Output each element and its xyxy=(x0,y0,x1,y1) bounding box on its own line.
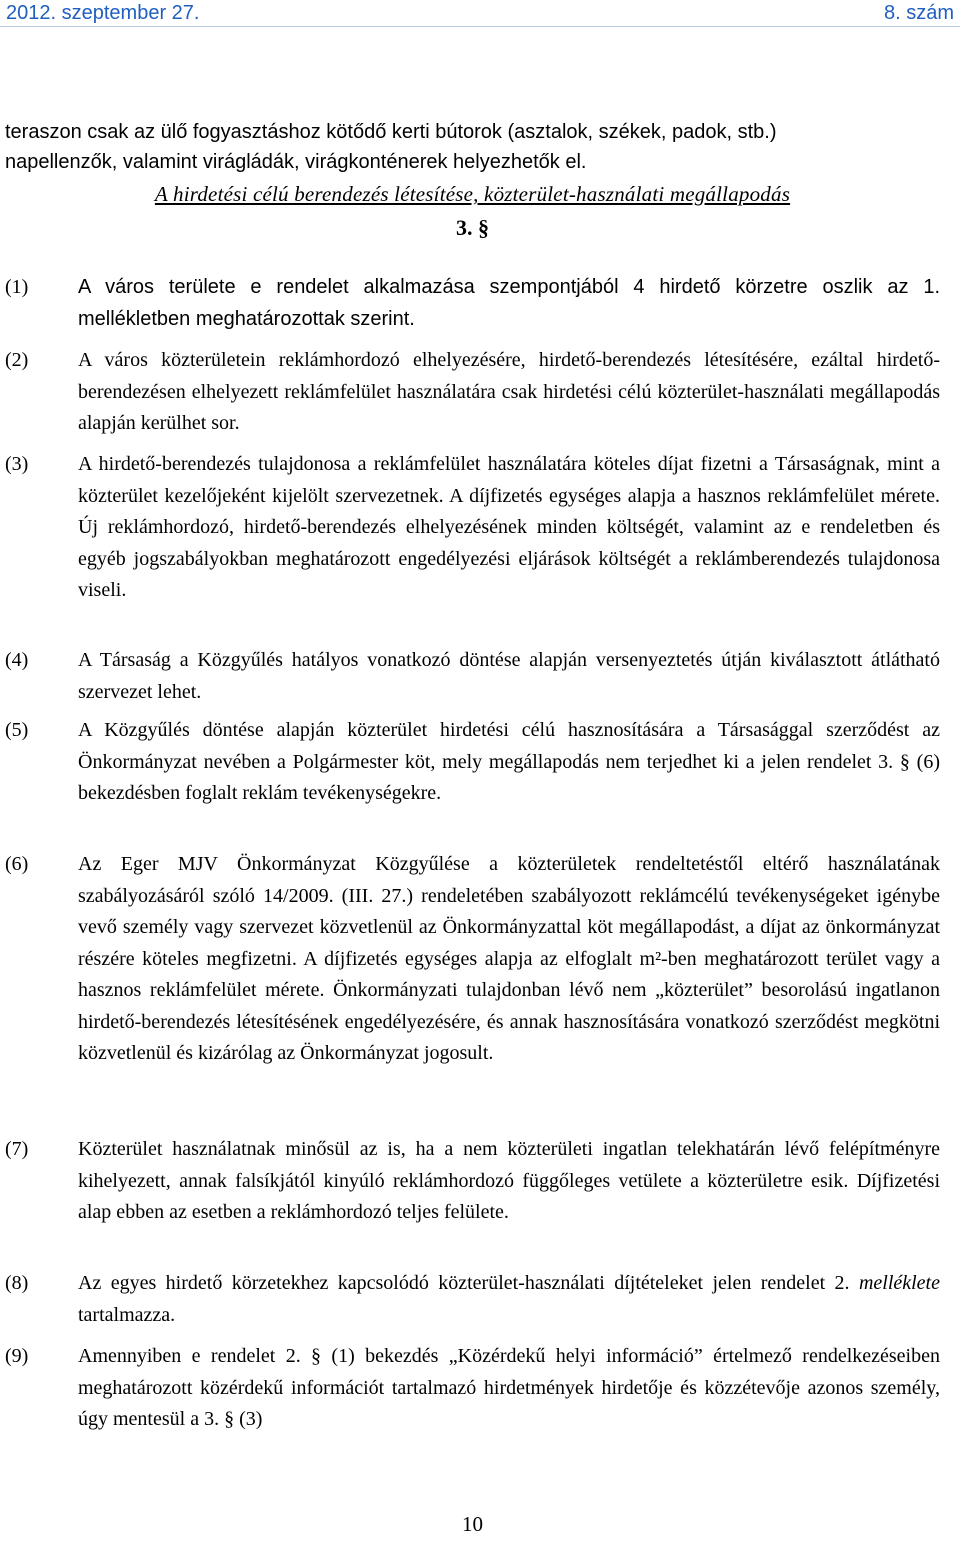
paragraph-3 xyxy=(5,449,940,607)
header-date: 2012. szeptember 27. xyxy=(6,2,200,24)
paragraph-6 xyxy=(5,849,940,1070)
paragraph-text: Amennyiben e rendelet 2. § (1) bekezdés „Közérdekű helyi információ” értelmező rendelkezéseiben meghatározott közérdekű információt tartalmazó hirdetmények hirdetője és közzétevője azonos személy, úgy mentesül a 3. § (3) xyxy=(78,1345,940,1430)
paragraph-number: (9) xyxy=(5,1345,29,1367)
paragraph-number: (4) xyxy=(5,649,29,671)
paragraph-1 xyxy=(5,272,940,335)
paragraph-8 xyxy=(5,1268,940,1331)
paragraph-7 xyxy=(5,1134,940,1229)
paragraph-text-italic: melléklete xyxy=(858,1272,940,1294)
paragraph-number: (2) xyxy=(5,349,29,371)
page-number: 10 xyxy=(462,1512,483,1536)
header-divider xyxy=(0,26,960,27)
section-number: 3. § xyxy=(456,215,489,240)
paragraph-text: Közterület használatnak minősül az is, ha a nem közterületi ingatlan telekhatárán lévő felépítményre kihelyezett, annak falsíkjától kinyúló reklámhordozó függőleges vetülete a közterületre esik. Díjfizetési alap ebben az esetben a reklámhordozó teljes felülete. xyxy=(78,1138,940,1223)
paragraph-text-part: Az egyes hirdető körzetekhez kapcsolódó közterület-használati díjtételeket jelen rendelet 2. xyxy=(78,1272,859,1294)
intro-line-1: teraszon csak az ülő fogyasztáshoz kötődő kerti bútorok (asztalok, székek, padok, stb.) xyxy=(5,121,777,143)
page-header xyxy=(0,0,960,28)
paragraph-text: A város területe e rendelet alkalmazása szempontjából 4 hirdető körzetre oszlik az 1. mellékletben meghatározottak szerint. xyxy=(78,276,940,330)
paragraph-text: A Társaság a Közgyűlés hatályos vonatkozó döntése alapján versenyeztetés útján kiválasztott átlátható szervezet lehet. xyxy=(78,649,940,703)
paragraph-number: (6) xyxy=(5,853,29,875)
paragraph-text: A Közgyűlés döntése alapján közterület hirdetési célú hasznosítására a Társasággal szerződést az Önkormányzat nevében a Polgármester köt, mely megállapodás nem terjedhet ki a jelen rendelet 3. § (6) bekezdésben foglalt reklám tevékenységekre. xyxy=(78,719,940,804)
paragraph-number: (5) xyxy=(5,719,29,741)
paragraph-5 xyxy=(5,715,940,810)
paragraph-number: (3) xyxy=(5,453,29,475)
intro-line-2: napellenzők, valamint virágládák, virágkonténerek helyezhetők el. xyxy=(5,151,587,173)
intro-text xyxy=(5,117,950,177)
header-issue: 8. szám xyxy=(883,2,954,24)
section-title: A hirdetési célú berendezés létesítése, közterület-használati megállapodás xyxy=(154,182,791,206)
paragraph-number: (1) xyxy=(5,276,29,298)
paragraph-text: A város közterületein reklámhordozó elhelyezésére, hirdető-berendezés létesítésére, ezáltal hirdető-berendezésen elhelyezett reklámfelület használatára csak hirdetési célú közterület-használati megállapodás alapján kerülhet sor. xyxy=(78,349,940,434)
paragraph-4 xyxy=(5,645,940,708)
paragraph-number: (8) xyxy=(5,1272,29,1294)
paragraph-text: A hirdető-berendezés tulajdonosa a reklámfelület használatára köteles díjat fizetni a Társaságnak, mint a közterület kezelőjeként kijelölt szervezetnek. A díjfizetés egységes alapja a hasznos reklámfelület mérete. Új reklámhordozó, hirdető-berendezés elhelyezésének minden költségét, valamint az e rendeletben és egyéb jogszabályokban meghatározott engedélyezési eljárások költségét a reklámberendezés tulajdonosa viseli. xyxy=(78,453,940,601)
paragraph-text xyxy=(78,1268,940,1331)
paragraph-number: (7) xyxy=(5,1138,29,1160)
paragraph-text: Az Eger MJV Önkormányzat Közgyűlése a közterületek rendeltetéstől eltérő használatának szabályozásáról szóló 14/2009. (III. 27.) rendeletében szabályozott reklámcélú tevékenységeket igénybe vevő személy vagy szervezet közvetlenül az Önkormányzattal köt megállapodást, a díjat az önkormányzat részére köteles megfizetni. A díjfizetés egységes alapja az elfoglalt m²-ben meghatározott terület vagy a hasznos reklámfelület mérete. Önkormányzati tulajdonban lévő nem „közterület” besorolású ingatlanon hirdető-berendezés létesítésének engedélyezésére, és annak hasznosítására vonatkozó szerződést megkötni közvetlenül és kizárólag az Önkormányzat jogosult. xyxy=(78,853,940,1064)
paragraph-text-part: tartalmazza. xyxy=(78,1303,176,1326)
paragraph-9 xyxy=(5,1341,940,1436)
paragraph-2 xyxy=(5,345,940,440)
